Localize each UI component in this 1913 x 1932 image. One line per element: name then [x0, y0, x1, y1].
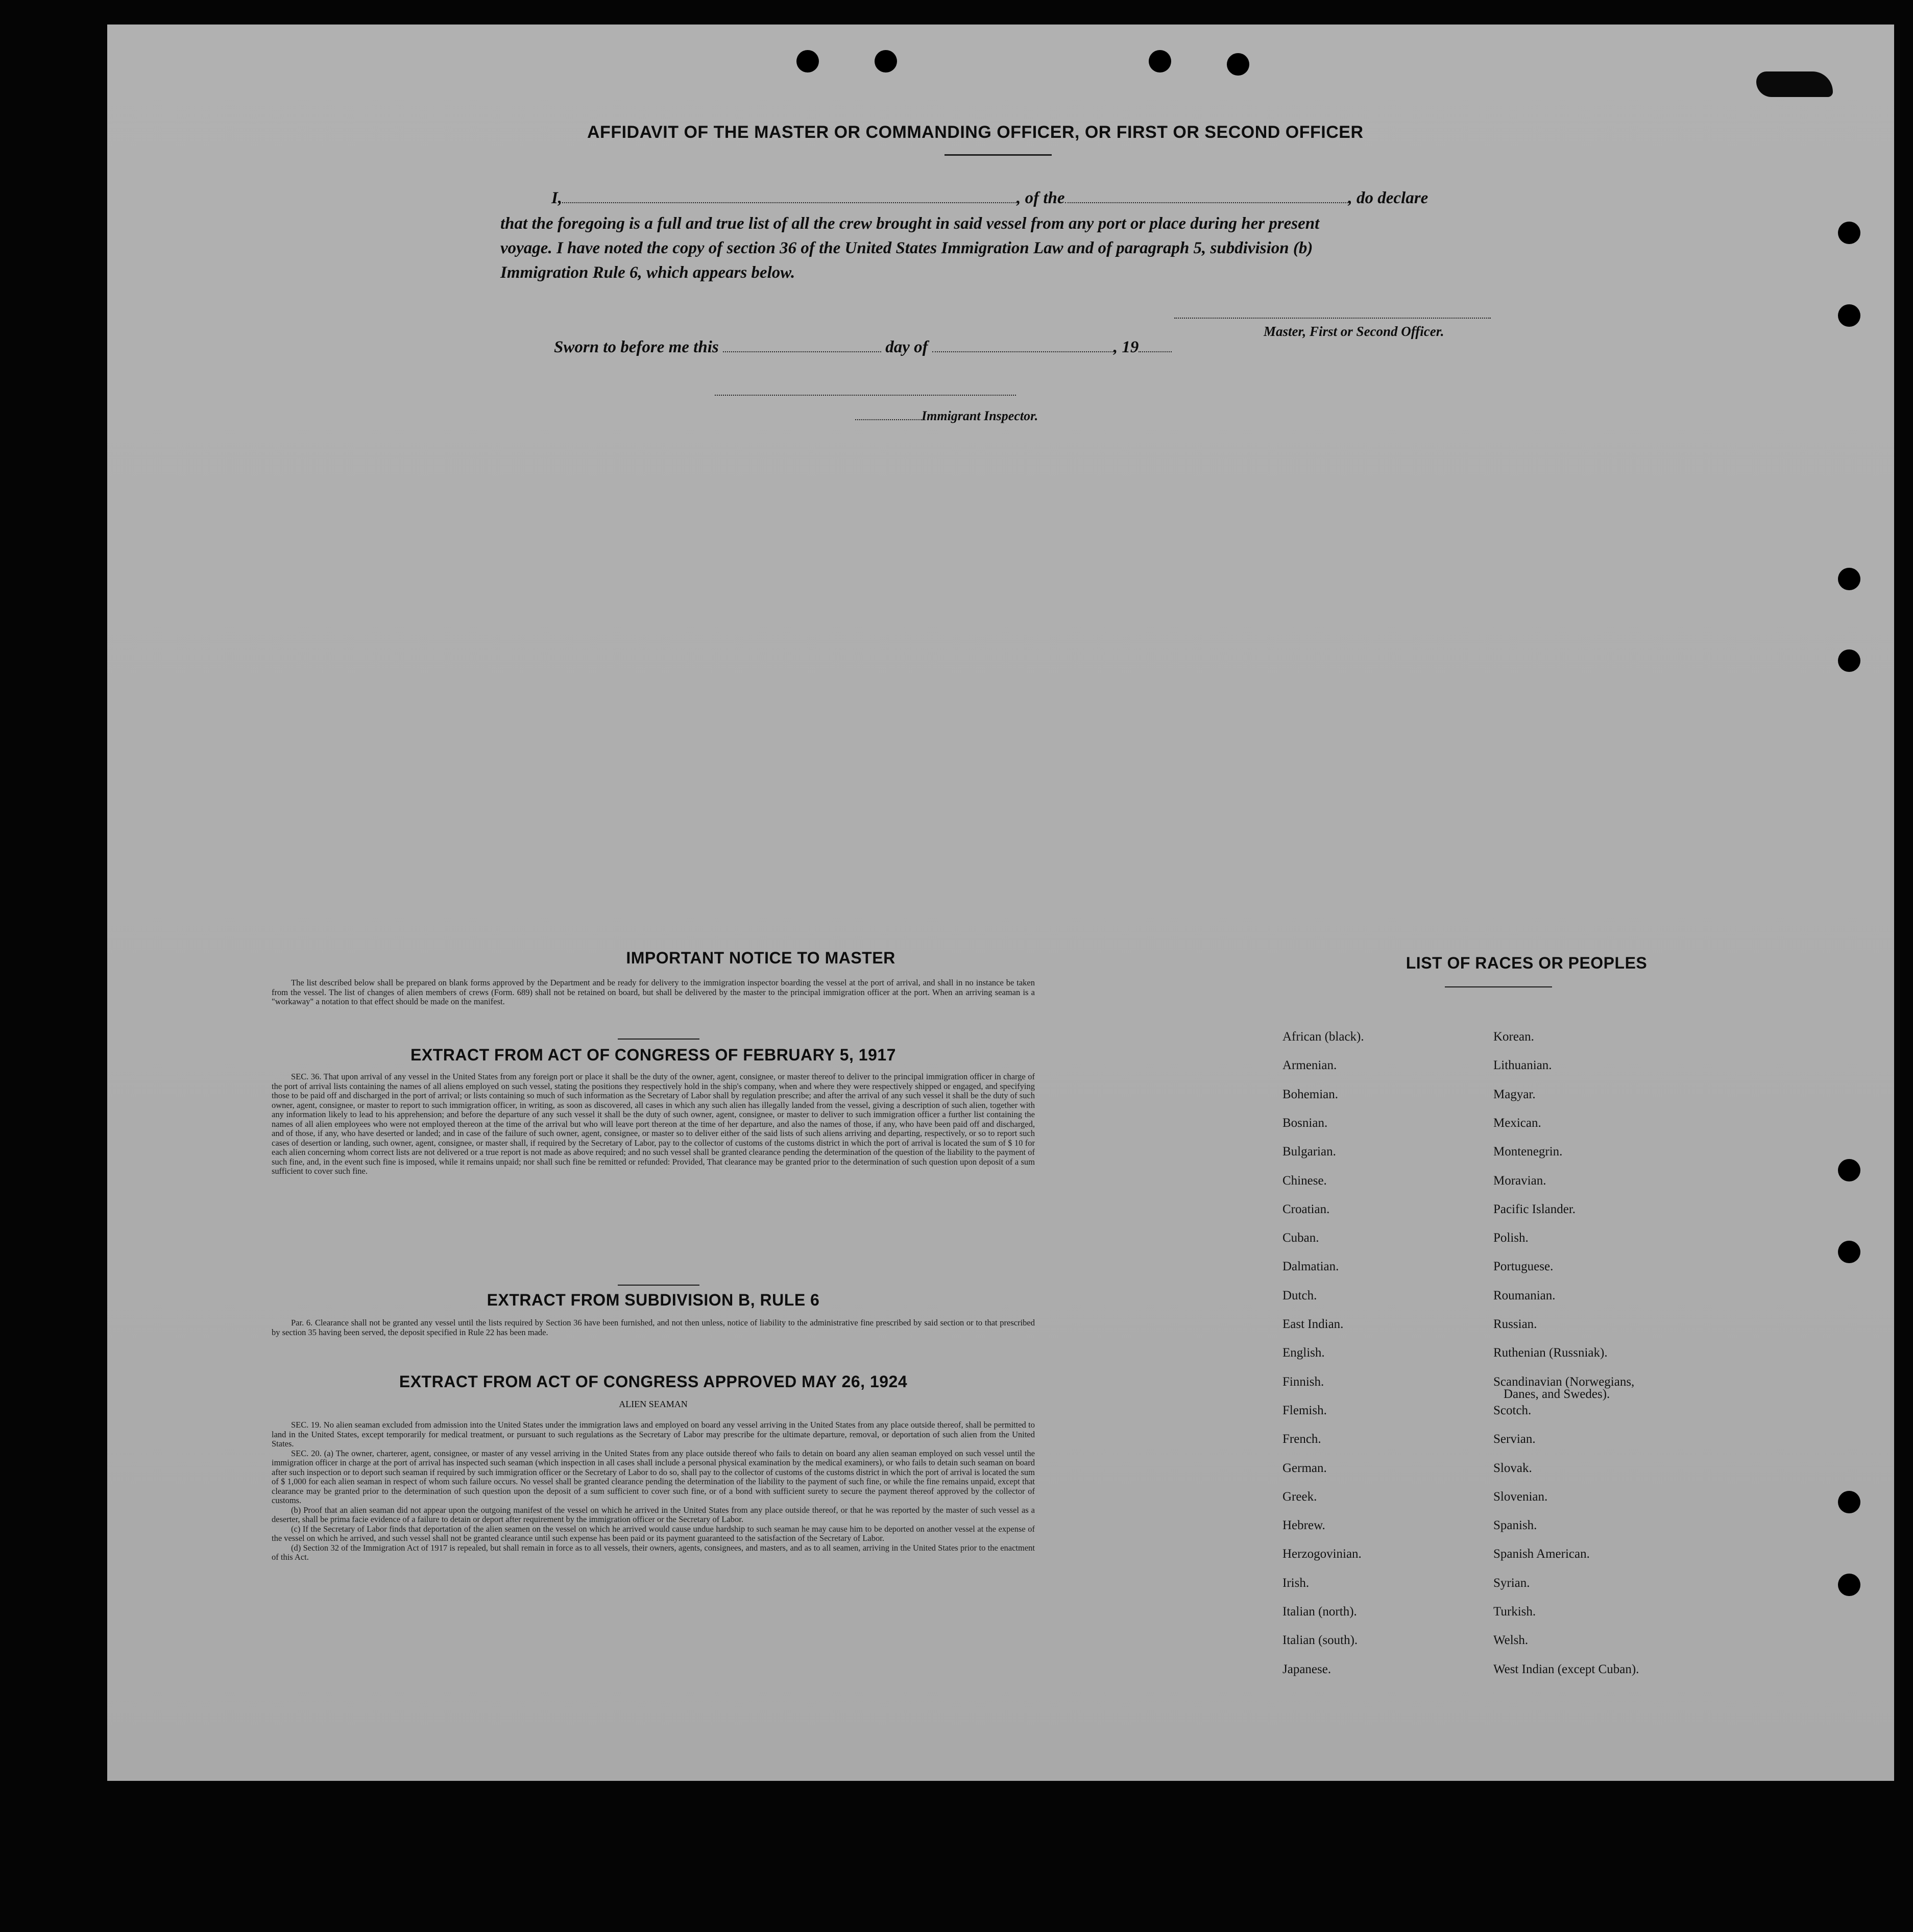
of-the-label: , of the	[1016, 189, 1065, 207]
sec19-paragraph: SEC. 19. No alien seaman excluded from admission into the United States under the immigration laws and employed on board any vessel arriving in the United States from any place outside thereof, shall be permitted to land in the United States, except temporarily for medical treatment, or pursuant to such regulations as the Secretary of Labor may prescribe for the ultimate departure, removal, or deportation of such alien from the United States.	[272, 1420, 1035, 1448]
inspector-name-field[interactable]	[855, 412, 922, 420]
race-item: East Indian.	[1282, 1317, 1344, 1331]
race-item: African (black).	[1282, 1030, 1364, 1044]
section-divider	[618, 1285, 699, 1286]
race-item: Lithuanian.	[1493, 1058, 1552, 1073]
extract-1917-title: EXTRACT FROM ACT OF CONGRESS OF FEBRUARY 5, 1917	[410, 1046, 896, 1064]
punch-hole	[1838, 304, 1860, 327]
punch-hole	[1149, 50, 1171, 73]
declarant-name-field[interactable]	[562, 192, 1016, 203]
race-item: Roumanian.	[1493, 1288, 1556, 1302]
punch-hole	[1227, 53, 1249, 76]
race-item: French.	[1282, 1432, 1321, 1446]
sec20b-paragraph: (b) Proof that an alien seaman did not appear upon the outgoing manifest of the vessel on which he arrived in the United States from any place outside thereof, or that he was reported by the master of such vessel as a deserter, shall be prima facie evidence of a failure to detain or deport after requirement by the immigration officer or the Secretary of Labor.	[272, 1505, 1035, 1524]
punch-hole	[1838, 1574, 1860, 1596]
race-item: Montenegrin.	[1493, 1145, 1563, 1159]
race-item: Slovak.	[1493, 1461, 1532, 1475]
race-item: Portuguese.	[1493, 1260, 1554, 1274]
race-item: German.	[1282, 1461, 1327, 1475]
day-of-label: day of	[885, 338, 928, 356]
race-item: Moravian.	[1493, 1173, 1546, 1188]
punch-hole	[1838, 1491, 1860, 1513]
declaration-fill-line	[551, 189, 1428, 208]
race-item: Turkish.	[1493, 1605, 1536, 1619]
race-item: Dutch.	[1282, 1288, 1317, 1302]
races-title-underline	[1445, 986, 1552, 987]
race-item: Polish.	[1493, 1231, 1529, 1245]
inspector-caption: Immigrant Inspector.	[922, 408, 1038, 423]
extract-rule6-title: EXTRACT FROM SUBDIVISION B, RULE 6	[487, 1291, 820, 1309]
punch-hole	[1838, 1241, 1860, 1263]
race-item: West Indian (except Cuban).	[1493, 1662, 1639, 1676]
extract-1917-body	[272, 1072, 1035, 1176]
notice-title: IMPORTANT NOTICE TO MASTER	[626, 949, 895, 967]
race-item: Scotch.	[1493, 1403, 1532, 1417]
sec20a-paragraph: SEC. 20. (a) The owner, charterer, agent, consignee, or master of any vessel arriving in the United States from any place outside thereof who fails to detain on board any alien seaman employed on such vessel until the immigration officer in charge at the port of arrival has inspected such seaman (which inspection in all cases shall include a personal physical examination by the medical examiners), or who fails to detain such seaman on board after such inspection or to deport such seaman if required by such immigration officer or the Secretary of Labor to do so, shall pay to the collector of customs of the customs district in which the port of arrival is located the sum of $ 1,000 for each alien seaman in respect of whom such failure occurs. No vessel shall be granted clearance pending the determination of the liability to the payment of such fine, or while the fine remains unpaid, except that clearance may be granted prior to the determination of such question upon the deposit of a sum sufficient to cover such fine, or of a bond with sufficient surety to secure the payment thereof approved by the collector of customs.	[272, 1448, 1035, 1505]
race-item: Italian (north).	[1282, 1605, 1357, 1619]
race-item: Syrian.	[1493, 1576, 1530, 1590]
punch-hole	[1838, 1159, 1860, 1181]
extract-1924-body	[272, 1420, 1035, 1562]
extract-1924-title: EXTRACT FROM ACT OF CONGRESS APPROVED MAY 26, 1924	[399, 1372, 908, 1391]
race-item: Armenian.	[1282, 1058, 1337, 1073]
punch-hole	[875, 50, 897, 73]
race-item: Ruthenian (Russniak).	[1493, 1346, 1608, 1360]
punch-hole	[796, 50, 819, 73]
race-item: Dalmatian.	[1282, 1260, 1339, 1274]
race-item: Servian.	[1493, 1432, 1536, 1446]
sworn-day-field[interactable]	[723, 341, 881, 352]
notice-paragraph: The list described below shall be prepared on blank forms approved by the Department and be ready for delivery to the immigration inspector boarding the vessel at the port of arrival, and shall in no instance be taken from the vessel. The list of changes of alien members of crews (Form. 689) shall not be retained on board, but shall be delivered by the master to the principal immigration officer at the port. When an arriving seaman is a "workaway" a notation to that effect should be made on the manifest.	[272, 978, 1035, 1006]
notice-body	[272, 978, 1035, 1007]
declaration-line-1: that the foregoing is a full and true list of all the crew brought in said vessel from any port or place during her present	[500, 214, 1320, 233]
declarant-label: I,	[551, 189, 563, 207]
race-item: Herzogovinian.	[1282, 1547, 1362, 1561]
extract-rule6-body	[272, 1318, 1035, 1337]
race-item: Bohemian.	[1282, 1087, 1339, 1101]
race-item: Slovenian.	[1493, 1489, 1548, 1504]
race-item: Pacific Islander.	[1493, 1202, 1576, 1216]
race-item: Korean.	[1493, 1030, 1534, 1044]
race-item: Welsh.	[1493, 1633, 1529, 1648]
par6-paragraph: Par. 6. Clearance shall not be granted any vessel until the lists required by Section 36 have been furnished, and not then unless, notice of liability to the administrative fine prescribed by said section or to that prescribed by section 35 having been served, the deposit specified in Rule 22 has been made.	[272, 1318, 1035, 1337]
race-item: Spanish American.	[1493, 1547, 1590, 1561]
inspector-signature-line[interactable]	[715, 395, 1016, 396]
races-title: LIST OF RACES OR PEOPLES	[1406, 954, 1648, 972]
officer-caption: Master, First or Second Officer.	[1264, 324, 1444, 339]
race-item: Japanese.	[1282, 1662, 1331, 1676]
alien-seaman-subtitle: ALIEN SEAMAN	[619, 1399, 688, 1409]
officer-signature-line[interactable]	[1174, 318, 1491, 319]
year-label: , 19	[1113, 338, 1139, 356]
punch-hole	[1838, 649, 1860, 672]
race-item: English.	[1282, 1346, 1325, 1360]
race-item: Finnish.	[1282, 1374, 1324, 1389]
section-divider	[618, 1039, 699, 1040]
sworn-month-field[interactable]	[932, 341, 1113, 352]
sec36-paragraph: SEC. 36. That upon arrival of any vessel in the United States from any foreign port or place it shall be the duty of the owner, agent, consignee, or master thereof to deliver to the principal immigration officer in charge of the port of arrival lists containing the names of all aliens employed on such vessel, stating the positions they respectively hold in the ship's company, when and where they were respectively shipped or engaged, and specifying those to be paid off and discharged in the port of arrival; or lists containing so much of such information as the Secretary of Labor shall by regulation prescribe; and after the arrival of any such vessel it shall be the duty of such owner, agent, consignee, or master to report to such immigration officer, in writing, as soon as discovered, all cases in which any such alien has illegally landed from the vessel, giving a description of such alien, together with any information likely to lead to his apprehension; and before the departure of any such vessel it shall be the duty of such owner, agent, consignee, or master to deliver to such immigration officer a further list containing the names of all alien employees who were not employed thereon at the time of the arrival but who will leave port thereon at the time of her departure, and also the names of those, if any, who have been paid off and discharged, and of those, if any, who have deserted or landed; and in case of the failure of such owner, agent, consignee, or master so to deliver either of the said lists of such aliens arriving and departing, respectively, or so to report such cases of desertion or landing, such owner, agent, consignee, or master shall, if required by the Secretary of Labor, pay to the collector of customs of the customs district in which the port of arrival is located the sum of $ 10 for each alien concerning whom correct lists are not delivered or a true report is not made as above required; and no such vessel shall be granted clearance pending the determination of the question of the liability to the payment of such fine, and, in the event such fine is imposed, while it remains unpaid; nor shall such fine be remitted or refunded: Provided, That clearance may be granted prior to the determination of such question upon deposit of a sum sufficient to cover such fine.	[272, 1072, 1035, 1176]
race-item: Scandinavian (Norwegians,	[1493, 1374, 1635, 1389]
form-sheet	[107, 25, 1894, 1781]
do-declare-label: , do declare	[1348, 189, 1428, 207]
race-item: Cuban.	[1282, 1231, 1319, 1245]
declaration-line-2: voyage. I have noted the copy of section 36 of the United States Immigration Law and of paragraph 5, subdivision (b)	[500, 239, 1313, 257]
race-item: Bosnian.	[1282, 1116, 1328, 1130]
title-underline	[945, 154, 1052, 156]
inspector-caption-line	[855, 408, 1038, 424]
vessel-name-field[interactable]	[1065, 192, 1348, 203]
race-item: Hebrew.	[1282, 1518, 1325, 1533]
affidavit-title: AFFIDAVIT OF THE MASTER OR COMMANDING OFFICER, OR FIRST OR SECOND OFFICER	[587, 123, 1364, 142]
race-item: Flemish.	[1282, 1403, 1327, 1417]
race-item: Greek.	[1282, 1489, 1317, 1504]
race-item: Chinese.	[1282, 1173, 1327, 1188]
sworn-year-field[interactable]	[1139, 341, 1172, 352]
sworn-label: Sworn to before me this	[554, 338, 719, 356]
race-item: Mexican.	[1493, 1116, 1541, 1130]
race-item: Magyar.	[1493, 1087, 1536, 1101]
race-item: Danes, and Swedes).	[1504, 1387, 1610, 1401]
declaration-line-3: Immigration Rule 6, which appears below.	[500, 263, 795, 282]
race-item: Spanish.	[1493, 1518, 1537, 1533]
race-item: Irish.	[1282, 1576, 1310, 1590]
punch-hole	[1838, 568, 1860, 590]
sec20d-paragraph: (d) Section 32 of the Immigration Act of 1917 is repealed, but shall remain in force as to all vessels, their owners, agents, consignees, and masters, and as to all seamen, arriving in the United States prior to the enactment of this Act.	[272, 1542, 1035, 1562]
race-item: Bulgarian.	[1282, 1145, 1336, 1159]
sworn-line	[554, 338, 1172, 357]
sec20c-paragraph: (c) If the Secretary of Labor finds that deportation of the alien seamen on the vessel on which he arrived would cause undue hardship to such seaman he may cause him to be deported on another vessel at the expense of the vessel on which he arrived, and such vessel shall not be granted clearance until such expense has been paid or its payment guaranteed to the satisfaction of the Secretary of Labor.	[272, 1524, 1035, 1543]
torn-corner	[1756, 71, 1833, 97]
punch-hole	[1838, 222, 1860, 244]
race-item: Croatian.	[1282, 1202, 1330, 1216]
race-item: Italian (south).	[1282, 1633, 1358, 1648]
race-item: Russian.	[1493, 1317, 1537, 1331]
